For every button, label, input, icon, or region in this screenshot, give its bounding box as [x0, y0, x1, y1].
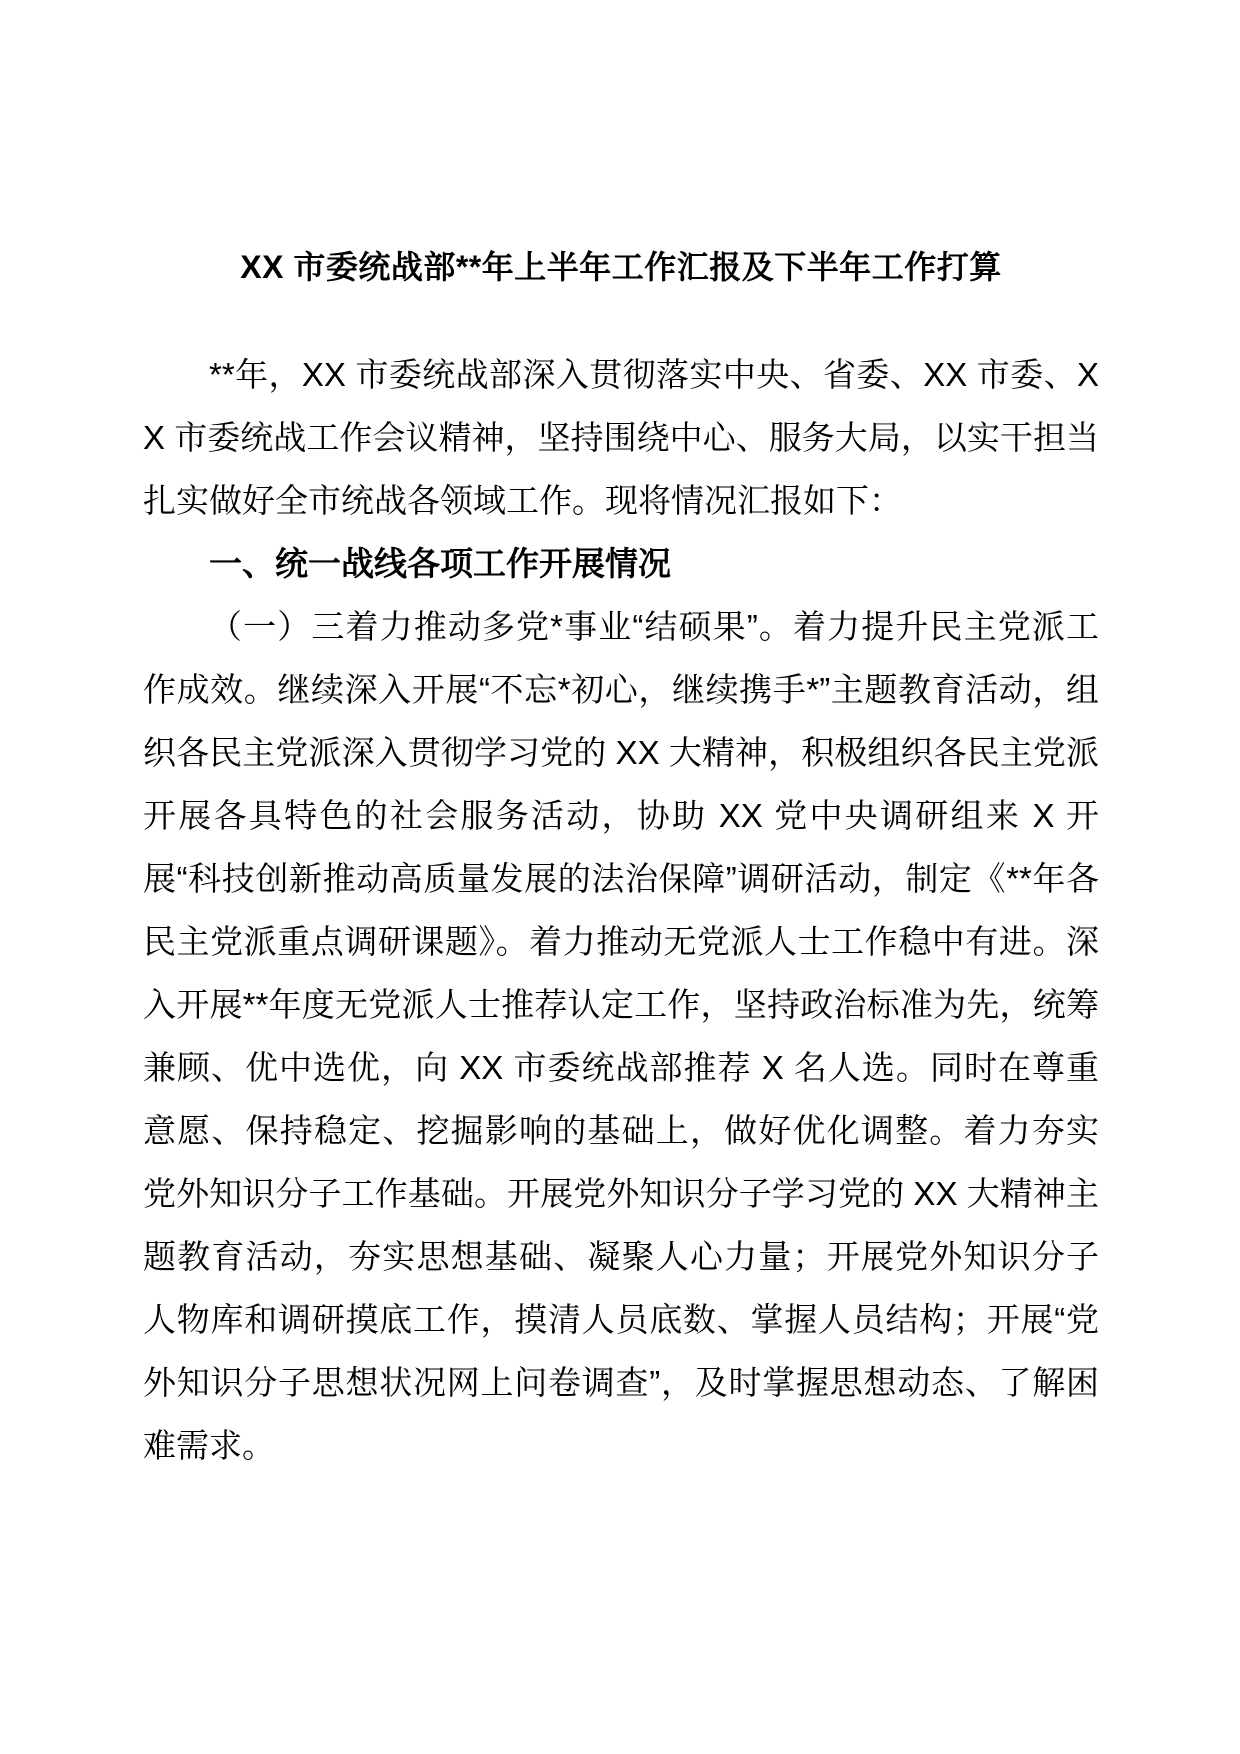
intro-paragraph: **年，XX 市委统战部深入贯彻落实中央、省委、XX 市委、XX 市委统战工作会议精神，坚持围绕中心、服务大局，以实干担当扎实做好全市统战各领域工作。现将情况汇报如下：: [143, 355, 1099, 519]
section-1-paragraph: （一）三着力推动多党*事业“结硕果”。着力提升民主党派工作成效。继续深入开展“不忘*初心，继续携手*”主题教育活动，组织各民主党派深入贯彻学习党的 XX 大精神，积极组织各民主党派开展各具特色的社会服务活动，协助 XX 党中央调研组来 X 开展“科技创新推动高质量发展的法治保障”调研活动，制定《**年各民主党派重点调研课题》。着力推动无党派人士工作稳中有进。深入开展**年度无党派人士推荐认定工作，坚持政治标准为先，统筹兼顾、优中选优，向 XX 市委统战部推荐 X 名人选。同时在尊重意愿、保持稳定、挖掘影响的基础上，做好优化调整。着力夯实党外知识分子工作基础。开展党外知识分子学习党的 XX 大精神主题教育活动，夯实思想基础、凝聚人心力量；开展党外知识分子人物库和调研摸底工作，摸清人员底数、掌握人员结构；开展“党外知识分子思想状况网上问卷调查”，及时掌握思想动态、了解困难需求。: [143, 607, 1099, 1464]
document-title: XX 市委统战部**年上半年工作汇报及下半年工作打算: [240, 249, 1002, 285]
section-1-heading: 一、统一战线各项工作开展情况: [209, 544, 671, 582]
